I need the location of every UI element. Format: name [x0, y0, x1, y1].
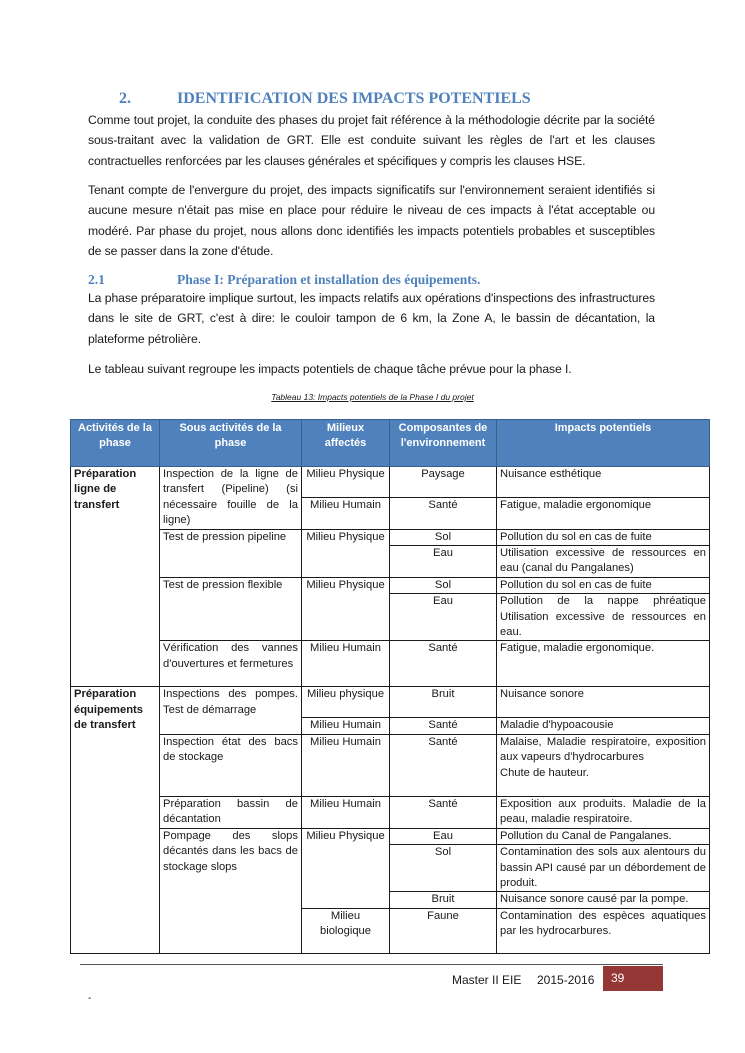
sub-activity-cell: Pompage des slops décantés dans les bacs de stockage slops — [160, 828, 302, 953]
milieu-cell: Milieu biologique — [302, 908, 390, 953]
impact-cell: Nuisance esthétique — [497, 467, 710, 498]
sub-activity-cell: Inspection état des bacs de stockage — [160, 734, 302, 796]
milieu-cell: Milieu Physique — [302, 828, 390, 908]
table-row — [71, 467, 710, 498]
impact-cell: Nuisance sonore — [497, 687, 710, 718]
sub-activity-cell: Test de pression flexible — [160, 577, 302, 641]
sub-activity-cell: Préparation bassin de décantation — [160, 796, 302, 828]
composante-cell: Bruit — [390, 687, 497, 718]
footer-program: Master II EIE — [452, 973, 522, 987]
table-row — [71, 641, 710, 687]
impact-text: Malaise, Maladie respiratoire, exposition aux vapeurs d'hydrocarbures — [500, 735, 706, 764]
header-composantes: Composantes de l'environnement — [390, 420, 497, 467]
milieu-cell: Milieu Humain — [302, 641, 390, 687]
paragraph-2: Tenant compte de l'envergure du projet, des impacts significatifs sur l'environnement seraient identifiés si aucune mesure n'était pas mise en place pour réduire le niveau de ces impacts à l'état acceptable ou modéré. Par phase du projet, nous allons donc identifiés les impacts potentiels probables et susceptibles de se passer dans la zone d'étude. — [88, 183, 655, 259]
impact-text-2: Chute de hauteur. — [500, 766, 589, 779]
section-heading — [119, 90, 531, 108]
composante-cell: Sol — [390, 529, 497, 545]
impacts-table — [70, 419, 710, 954]
milieu-cell: Milieu physique — [302, 687, 390, 718]
impact-cell: Contamination des espèces aquatiques par les hydrocarbures. — [497, 908, 710, 953]
impact-cell: Exposition aux produits. Maladie de la peau, maladie respiratoire. — [497, 796, 710, 828]
footer-divider — [80, 964, 663, 965]
impact-cell — [497, 734, 710, 796]
section-number: 2. — [119, 90, 131, 107]
subsection-number: 2.1 — [88, 272, 105, 287]
milieu-cell: Milieu Humain — [302, 734, 390, 796]
table-row — [71, 687, 710, 718]
table-caption: Tableau 13: Impacts potentiels de la Phase I du projet — [271, 392, 474, 402]
header-sous-activites: Sous activités de la phase — [160, 420, 302, 467]
milieu-cell: Milieu Humain — [302, 718, 390, 734]
composante-cell: Sol — [390, 845, 497, 892]
subsection-title: Phase I: Préparation et installation des équipements. — [177, 272, 481, 287]
section-title: IDENTIFICATION DES IMPACTS POTENTIELS — [177, 90, 531, 107]
composante-cell: Eau — [390, 594, 497, 641]
impact-cell: Nuisance sonore causé par la pompe. — [497, 892, 710, 908]
impact-cell: Maladie d'hypoacousie — [497, 718, 710, 734]
sub-activity-cell: Inspections des pompes. Test de démarrage — [160, 687, 302, 734]
paragraph-1: Comme tout projet, la conduite des phases du projet fait référence à la méthodologie décrite par la société sous-traitant avec la validation de GRT. Elle est conduite suivant les règles de l'art et les clauses contractuelles renforcées par les clauses générales et spécifiques y compris les clauses HSE. — [88, 113, 655, 168]
page-number: 39 — [603, 966, 663, 991]
impact-cell: Fatigue, maladie ergonomique — [497, 498, 710, 529]
milieu-cell: Milieu Humain — [302, 796, 390, 828]
phase-cell: Préparation ligne de transfert — [71, 467, 160, 687]
paragraph-3: La phase préparatoire implique surtout, les impacts relatifs aux opérations d'inspections des infrastructures dans le site de GRT, c'est à dire: le couloir tampon de 6 km, la Zone A, le bassin de décantation, la plateforme pétrolière. — [88, 291, 655, 346]
table-row — [71, 796, 710, 828]
milieu-cell: Milieu Physique — [302, 529, 390, 577]
composante-cell: Bruit — [390, 892, 497, 908]
milieu-cell: Milieu Humain — [302, 498, 390, 529]
paragraph-4: Le tableau suivant regroupe les impacts potentiels de chaque tâche prévue pour la phase I. — [88, 362, 572, 376]
composante-cell: Sol — [390, 577, 497, 593]
subsection-heading — [88, 272, 480, 288]
sub-activity-cell: Vérification des vannes d'ouvertures et fermetures — [160, 641, 302, 687]
composante-cell: Santé — [390, 734, 497, 796]
impact-cell: Fatigue, maladie ergonomique. — [497, 641, 710, 687]
composante-cell: Santé — [390, 641, 497, 687]
impact-cell: Utilisation excessive de ressources en eau (canal du Pangalanes) — [497, 546, 710, 578]
impact-cell: Pollution du sol en cas de fuite — [497, 529, 710, 545]
milieu-cell: Milieu Physique — [302, 577, 390, 641]
composante-cell: Eau — [390, 828, 497, 844]
table-row — [71, 734, 710, 796]
impact-cell: Pollution de la nappe phréatique Utilisation excessive de ressources en eau. — [497, 594, 710, 641]
footer-dash: - — [88, 993, 92, 1004]
composante-cell: Santé — [390, 796, 497, 828]
composante-cell: Santé — [390, 498, 497, 529]
composante-cell: Faune — [390, 908, 497, 953]
composante-cell: Paysage — [390, 467, 497, 498]
composante-cell: Eau — [390, 546, 497, 578]
sub-activity-cell: Inspection de la ligne de transfert (Pipeline) (si nécessaire fouille de la ligne) — [160, 467, 302, 530]
impact-cell: Pollution du Canal de Pangalanes. — [497, 828, 710, 844]
header-impacts: Impacts potentiels — [497, 420, 710, 467]
table-row — [71, 828, 710, 844]
impact-cell: Pollution du sol en cas de fuite — [497, 577, 710, 593]
footer-year: 2015-2016 — [537, 973, 595, 987]
milieu-cell: Milieu Physique — [302, 467, 390, 498]
composante-cell: Santé — [390, 718, 497, 734]
table-row — [71, 577, 710, 593]
impact-cell: Contamination des sols aux alentours du bassin API causé par un débordement de produit. — [497, 845, 710, 892]
phase-cell: Préparation équipements de transfert — [71, 687, 160, 953]
header-milieux: Milieux affectés — [302, 420, 390, 467]
table-row — [71, 529, 710, 545]
header-activites: Activités de la phase — [71, 420, 160, 467]
sub-activity-cell: Test de pression pipeline — [160, 529, 302, 577]
table-header-row — [71, 420, 710, 467]
